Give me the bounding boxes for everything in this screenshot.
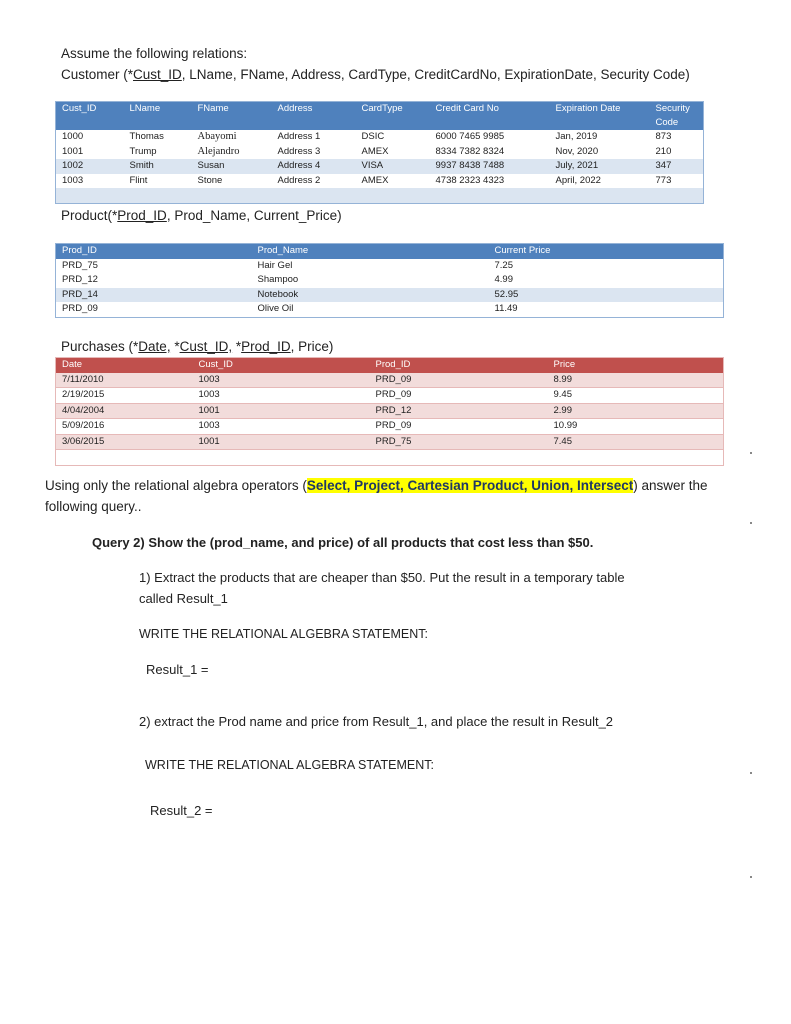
table-row — [56, 434, 724, 450]
cell: 1003 — [56, 174, 124, 189]
cell: PRD_14 — [56, 288, 252, 303]
cell: 1001 — [56, 145, 124, 160]
cell: 1003 — [193, 373, 370, 388]
header-current-price: Current Price — [489, 244, 724, 259]
cell: 9937 8438 7488 — [430, 159, 550, 174]
cell: 9.45 — [548, 388, 724, 404]
product-table — [55, 243, 724, 318]
header-date: Date — [56, 358, 193, 373]
table-row — [56, 174, 704, 189]
cell: 2/19/2015 — [56, 388, 193, 404]
cell: Address 2 — [272, 174, 356, 189]
cell: Nov, 2020 — [550, 145, 650, 160]
cell: 4738 2323 4323 — [430, 174, 550, 189]
cell: Shampoo — [252, 273, 489, 288]
cell: 1000 — [56, 130, 124, 145]
header-expiration-date: Expiration Date — [550, 102, 650, 131]
step2-text: 2) extract the Prod name and price from Result_1, and place the result in Result_2 — [139, 714, 614, 729]
cell: 7/11/2010 — [56, 373, 193, 388]
table-row — [56, 259, 724, 274]
customer-header-row — [56, 102, 704, 131]
product-header-row — [56, 244, 724, 259]
cell: 7.25 — [489, 259, 724, 274]
header-credit-card-no: Credit Card No — [430, 102, 550, 131]
cell: 347 — [650, 159, 704, 174]
header-fname: FName — [192, 102, 272, 131]
cell: Thomas — [124, 130, 192, 145]
table-row — [56, 145, 704, 160]
cell: PRD_09 — [370, 388, 548, 404]
cell: 1003 — [193, 419, 370, 435]
cell: Jan, 2019 — [550, 130, 650, 145]
table-row — [56, 288, 724, 303]
cell: Address 4 — [272, 159, 356, 174]
cell: Alejandro — [192, 145, 272, 160]
cell: July, 2021 — [550, 159, 650, 174]
cell: Olive Oil — [252, 302, 489, 317]
cell: PRD_75 — [370, 434, 548, 450]
step1-text-line2: called Result_1 — [139, 591, 228, 606]
cell: Address 1 — [272, 130, 356, 145]
cell: PRD_75 — [56, 259, 252, 274]
write-statement-label-1: WRITE THE RELATIONAL ALGEBRA STATEMENT: — [139, 627, 428, 641]
purchases-header-row — [56, 358, 724, 373]
table-row — [56, 302, 724, 317]
cell: 773 — [650, 174, 704, 189]
cell: 10.99 — [548, 419, 724, 435]
empty-row — [56, 188, 704, 203]
header-lname: LName — [124, 102, 192, 131]
cell: Stone — [192, 174, 272, 189]
table-row — [56, 388, 724, 404]
cell: PRD_09 — [370, 373, 548, 388]
instruction-text: Using only the relational algebra operators (Select, Project, Cartesian Product, Union, Intersect) answer the — [45, 478, 708, 493]
cell: 4.99 — [489, 273, 724, 288]
cell: 1001 — [193, 434, 370, 450]
cell: PRD_12 — [56, 273, 252, 288]
cell: PRD_09 — [56, 302, 252, 317]
cell: 4/04/2004 — [56, 403, 193, 419]
cell: 3/06/2015 — [56, 434, 193, 450]
purchases-table — [55, 357, 724, 466]
cell: Flint — [124, 174, 192, 189]
cell: DSIC — [356, 130, 430, 145]
cell: 8334 7382 8324 — [430, 145, 550, 160]
write-statement-label-2: WRITE THE RELATIONAL ALGEBRA STATEMENT: — [145, 758, 434, 772]
table-row — [56, 159, 704, 174]
empty-row — [56, 450, 724, 466]
header-cardtype: CardType — [356, 102, 430, 131]
margin-mark — [750, 772, 752, 774]
cell: 8.99 — [548, 373, 724, 388]
cell: 52.95 — [489, 288, 724, 303]
header-price: Price — [548, 358, 724, 373]
cell: AMEX — [356, 145, 430, 160]
cell: Smith — [124, 159, 192, 174]
query-title: Query 2) Show the (prod_name, and price) of all products that cost less than $50. — [92, 535, 594, 550]
cell: 11.49 — [489, 302, 724, 317]
cell: 6000 7465 9985 — [430, 130, 550, 145]
header-prod-name: Prod_Name — [252, 244, 489, 259]
cell: Address 3 — [272, 145, 356, 160]
header-cust-id: Cust_ID — [193, 358, 370, 373]
cell: Susan — [192, 159, 272, 174]
margin-mark — [750, 522, 752, 524]
table-row — [56, 403, 724, 419]
purchases-schema: Purchases (*Date, *Cust_ID, *Prod_ID, Price) — [61, 339, 334, 354]
table-row — [56, 373, 724, 388]
cell: VISA — [356, 159, 430, 174]
cell: 873 — [650, 130, 704, 145]
customer-schema: Customer (*Cust_ID, LName, FName, Address, CardType, CreditCardNo, ExpirationDate, Security Code) — [61, 67, 690, 82]
product-schema: Product(*Prod_ID, Prod_Name, Current_Price) — [61, 208, 342, 223]
header-cust-id: Cust_ID — [56, 102, 124, 131]
header-prod-id: Prod_ID — [370, 358, 548, 373]
cell: 1002 — [56, 159, 124, 174]
table-row — [56, 419, 724, 435]
cell: 5/09/2016 — [56, 419, 193, 435]
step1-text: 1) Extract the products that are cheaper than $50. Put the result in a temporary table — [139, 570, 625, 585]
table-row — [56, 130, 704, 145]
instruction-text-line2: following query.. — [45, 499, 142, 514]
cell: April, 2022 — [550, 174, 650, 189]
cell: 7.45 — [548, 434, 724, 450]
header-address: Address — [272, 102, 356, 131]
margin-mark — [750, 876, 752, 878]
cell: 1003 — [193, 388, 370, 404]
cell: Abayomi — [192, 130, 272, 145]
operators-highlight: Select, Project, Cartesian Product, Union, Intersect — [306, 478, 634, 493]
result1-field[interactable]: Result_1 = — [146, 662, 209, 677]
cell: Trump — [124, 145, 192, 160]
result2-field[interactable]: Result_2 = — [150, 803, 213, 818]
cell: Notebook — [252, 288, 489, 303]
cell: 210 — [650, 145, 704, 160]
header-prod-id: Prod_ID — [56, 244, 252, 259]
cell: PRD_09 — [370, 419, 548, 435]
cell: 1001 — [193, 403, 370, 419]
margin-mark — [750, 452, 752, 454]
cell: PRD_12 — [370, 403, 548, 419]
intro-text: Assume the following relations: — [61, 46, 248, 61]
table-row — [56, 273, 724, 288]
cell: Hair Gel — [252, 259, 489, 274]
header-security-code: Security Code — [650, 102, 704, 131]
customer-table — [55, 101, 704, 204]
cell: AMEX — [356, 174, 430, 189]
cell: 2.99 — [548, 403, 724, 419]
